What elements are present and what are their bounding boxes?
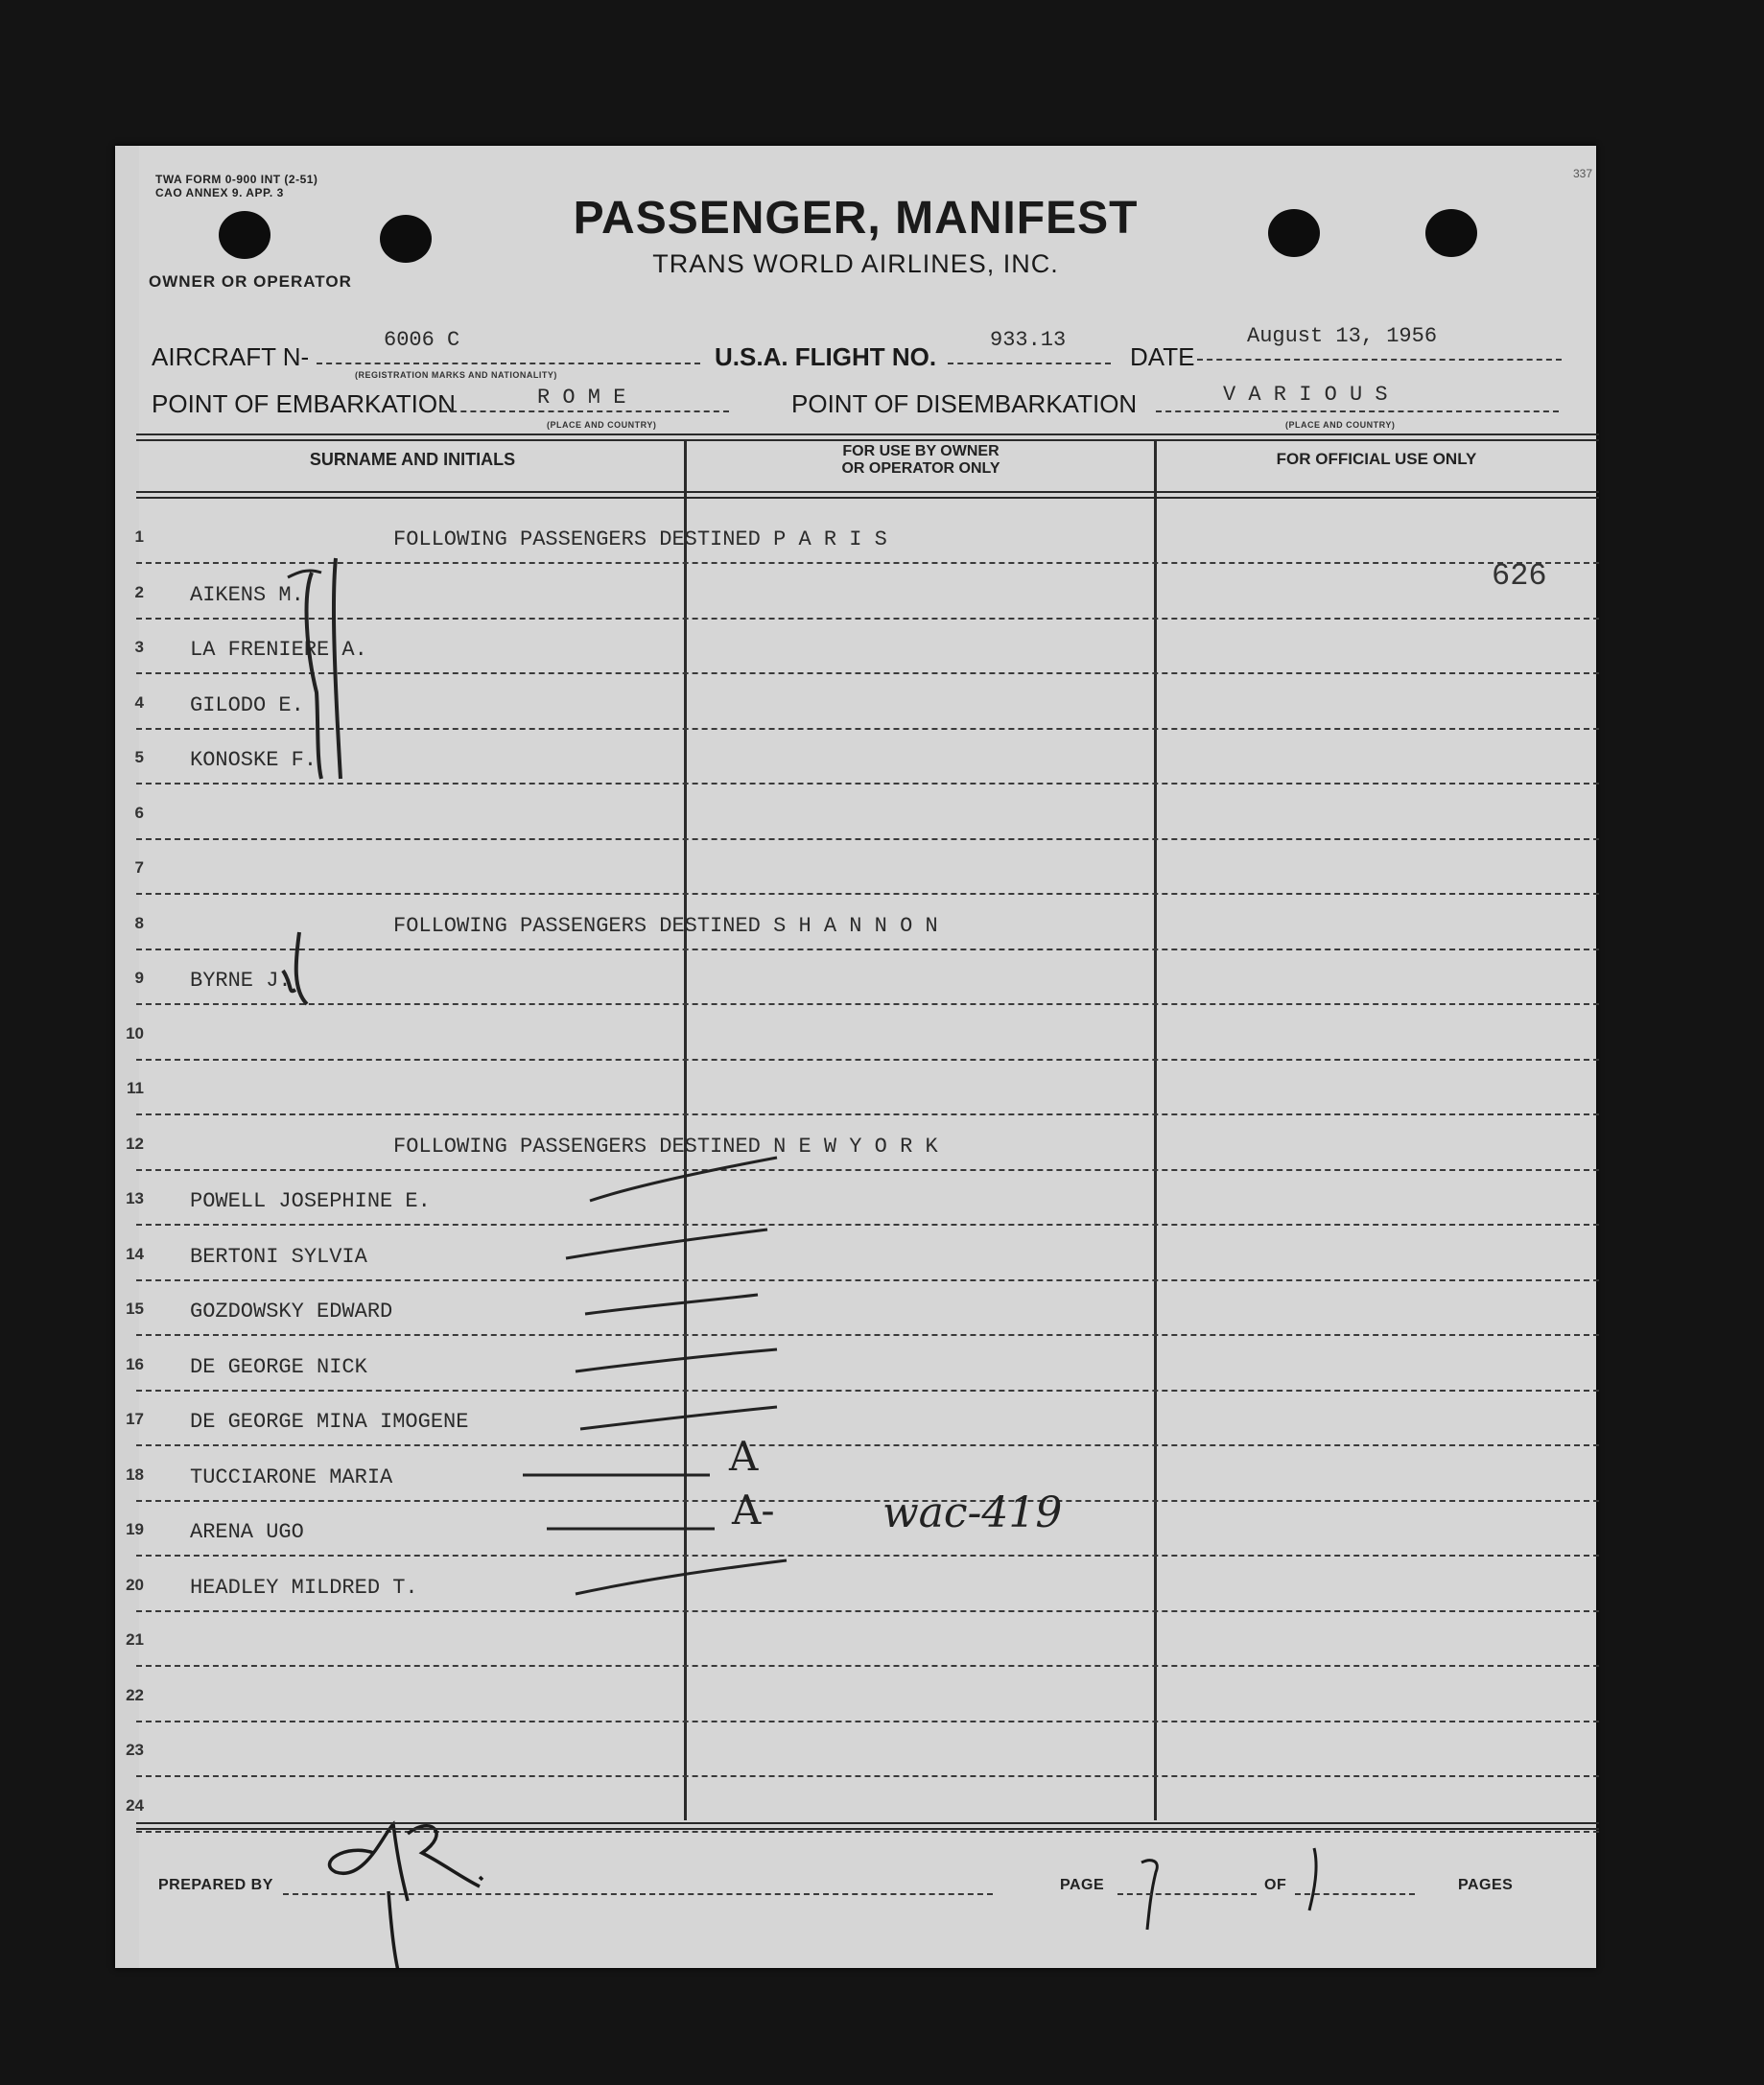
strike-line	[566, 1230, 767, 1258]
airline-name: TRANS WORLD AIRLINES, INC.	[652, 249, 1059, 278]
embarkation-label: POINT OF EMBARKATION	[152, 389, 456, 418]
table-bottom-rule	[136, 1822, 1599, 1824]
check-bracket	[283, 932, 307, 1004]
row-number: 23	[126, 1741, 144, 1759]
disembarkation-label: POINT OF DISEMBARKATION	[791, 389, 1138, 418]
handwritten-mark: A-	[732, 1487, 775, 1534]
strike-line	[580, 1407, 777, 1429]
prepared-by-line	[283, 1893, 993, 1895]
row-entry: HEADLEY MILDRED T.	[190, 1575, 418, 1600]
row-number: 1	[134, 527, 144, 546]
of-label: OF	[1264, 1877, 1287, 1893]
of-line	[1295, 1893, 1415, 1895]
aircraft-caption: (REGISTRATION MARKS AND NATIONALITY)	[355, 370, 557, 380]
date-value: August 13, 1956	[1247, 324, 1438, 348]
row-number: 5	[134, 748, 144, 766]
strike-line	[576, 1560, 787, 1594]
date-label: DATE	[1130, 342, 1195, 371]
table-bottom-rule	[136, 1828, 1599, 1830]
flight-value: 933.13	[990, 328, 1067, 352]
page-total-stroke	[1309, 1848, 1316, 1910]
corner-number: 337	[1572, 167, 1592, 180]
row-number: 8	[134, 913, 144, 932]
embarkation-value: R O M E	[537, 386, 626, 410]
row-number: 10	[126, 1023, 144, 1042]
row-entry: POWELL JOSEPHINE E.	[190, 1189, 431, 1213]
strike-line	[576, 1349, 777, 1371]
form-id-line: TWA FORM 0-900 INT (2-51)	[155, 173, 318, 186]
row-entry: KONOSKE F.	[190, 748, 318, 772]
check-bracket	[288, 571, 321, 577]
manifest-sheet	[115, 146, 1596, 1968]
row-number: 2	[134, 582, 144, 601]
row-entry: DE GEORGE NICK	[190, 1354, 367, 1379]
row-number: 11	[127, 1079, 144, 1097]
row-number: 19	[126, 1520, 144, 1538]
row-entry: FOLLOWING PASSENGERS DESTINED P A R I S	[393, 527, 887, 551]
row-entry: AIKENS M.	[190, 582, 304, 607]
handwritten-mark: A	[729, 1433, 759, 1480]
prepared-by-label: PREPARED BY	[158, 1877, 273, 1893]
column-header-official: FOR OFFICIAL USE ONLY	[1276, 450, 1477, 468]
row-number: 16	[126, 1354, 144, 1373]
flight-label: U.S.A. FLIGHT NO.	[715, 342, 937, 371]
row-number: 21	[126, 1630, 144, 1649]
row-entry: TUCCIARONE MARIA	[190, 1464, 393, 1489]
row-number: 4	[134, 692, 144, 712]
signature	[330, 1824, 482, 1968]
row-number: 18	[126, 1464, 144, 1484]
row-entry: GILODO E.	[190, 692, 304, 717]
row-entry: BERTONI SYLVIA	[190, 1244, 367, 1269]
aircraft-value: 6006 C	[384, 328, 460, 352]
row-number: 13	[126, 1189, 144, 1207]
row-number: 7	[134, 858, 144, 877]
disembarkation-value: V A R I O U S	[1223, 383, 1388, 407]
page-line	[1117, 1893, 1257, 1895]
column-header-owner-line: OR OPERATOR ONLY	[841, 460, 1000, 477]
column-header-surname: SURNAME AND INITIALS	[309, 450, 516, 469]
row-number: 6	[134, 803, 144, 822]
check-bracket	[307, 573, 321, 779]
row-number: 22	[126, 1685, 144, 1704]
pages-label: PAGES	[1458, 1877, 1514, 1893]
row-entry: FOLLOWING PASSENGERS DESTINED S H A N N O N	[393, 913, 938, 938]
handwritten-note: wac-419	[882, 1488, 1063, 1537]
check-bracket	[334, 558, 341, 779]
row-number: 15	[126, 1300, 144, 1318]
row-number: 9	[134, 969, 144, 987]
handwriting-strokes	[115, 146, 1596, 1968]
disembarkation-caption: (PLACE AND COUNTRY)	[1285, 420, 1396, 430]
strike-line	[590, 1158, 777, 1201]
page-title: PASSENGER, MANIFEST	[573, 193, 1139, 244]
row-number: 12	[126, 1134, 144, 1153]
row-entry: LA FRENIERE A.	[190, 638, 367, 662]
page-label: PAGE	[1060, 1877, 1105, 1893]
row-entry: DE GEORGE MINA IMOGENE	[190, 1410, 469, 1434]
strike-line	[585, 1295, 758, 1314]
row-number: 17	[126, 1410, 144, 1428]
row-number: 20	[126, 1575, 144, 1594]
row-entry: ARENA UGO	[190, 1520, 304, 1544]
embarkation-caption: (PLACE AND COUNTRY)	[547, 420, 657, 430]
row-number: 14	[126, 1244, 144, 1263]
column-header-owner-line: FOR USE BY OWNER	[842, 443, 1000, 459]
row-number: 24	[126, 1795, 144, 1815]
owner-label: OWNER OR OPERATOR	[149, 272, 352, 291]
row-entry: GOZDOWSKY EDWARD	[190, 1300, 393, 1324]
row-number: 3	[134, 638, 144, 656]
row-entry: FOLLOWING PASSENGERS DESTINED N E W Y O R K	[393, 1134, 938, 1159]
form-id-line: CAO ANNEX 9. APP. 3	[155, 186, 284, 199]
aircraft-label: AIRCRAFT N-	[152, 342, 310, 371]
official-entry: 626	[1492, 558, 1547, 594]
row-entry: BYRNE J.	[190, 969, 292, 993]
